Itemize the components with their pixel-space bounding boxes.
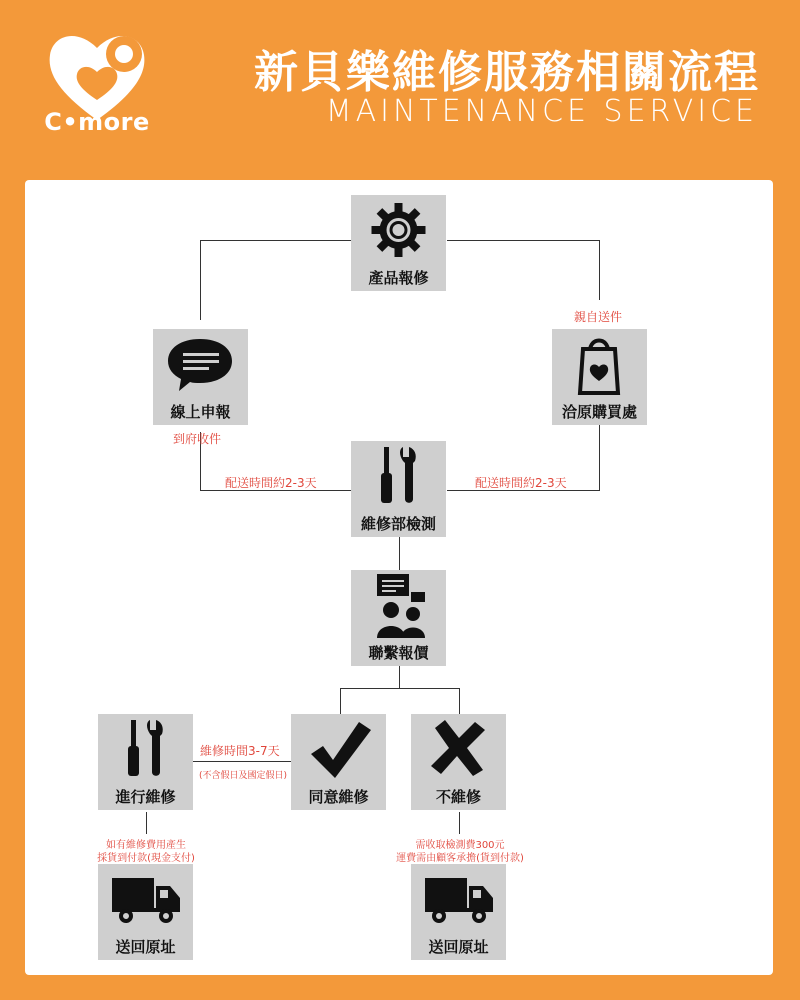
step-label: 進行維修 bbox=[115, 788, 176, 806]
step-return-right bbox=[411, 864, 506, 960]
note-repair-time: 維修時間3-7天 bbox=[200, 744, 280, 758]
step-label: 送回原址 bbox=[428, 938, 489, 956]
page-title: 新貝樂維修服務相關流程 bbox=[254, 47, 760, 98]
delivery-truck-icon bbox=[411, 864, 506, 932]
step-inspection bbox=[351, 441, 446, 537]
note-inspection-fee-line1: 需收取檢測費300元 bbox=[415, 840, 505, 851]
screwdriver-wrench-icon bbox=[351, 441, 446, 509]
step-label: 洽原購買處 bbox=[561, 403, 637, 421]
step-online-report bbox=[153, 329, 248, 425]
step-label: 聯繫報價 bbox=[368, 644, 429, 662]
consultation-icon bbox=[351, 570, 446, 638]
step-original-store bbox=[552, 329, 647, 425]
step-label: 不維修 bbox=[435, 788, 481, 806]
screwdriver-wrench-icon bbox=[98, 714, 193, 782]
page-subtitle: MAINTENANCE SERVICE bbox=[325, 94, 758, 129]
step-agree-repair bbox=[291, 714, 386, 810]
gear-icon bbox=[351, 195, 446, 263]
note-home-pickup: 到府收件 bbox=[173, 432, 222, 446]
delivery-truck-icon bbox=[98, 864, 193, 932]
note-inspection-fee-line2: 運費需由顧客承擔(貨到付款) bbox=[396, 853, 524, 864]
step-label: 線上申報 bbox=[170, 403, 231, 421]
note-self-delivery: 親自送件 bbox=[574, 310, 623, 324]
note-shipping-time-right: 配送時間約2-3天 bbox=[475, 476, 567, 490]
step-perform-repair bbox=[98, 714, 193, 810]
step-decline-repair bbox=[411, 714, 506, 810]
step-label: 維修部檢測 bbox=[360, 515, 436, 533]
note-shipping-time-left: 配送時間約2-3天 bbox=[225, 476, 317, 490]
note-repair-fee-line2: 採貨到付款(現金支付) bbox=[97, 853, 195, 864]
header bbox=[0, 0, 800, 180]
step-return-left bbox=[98, 864, 193, 960]
step-label: 送回原址 bbox=[115, 938, 176, 956]
brand-logo-text: C•more bbox=[44, 108, 150, 136]
shopping-bag-icon bbox=[552, 329, 647, 397]
step-contact-quote bbox=[351, 570, 446, 666]
checkmark-icon bbox=[291, 714, 386, 782]
speech-bubble-icon bbox=[153, 329, 248, 397]
step-product-report bbox=[351, 195, 446, 291]
cross-icon bbox=[411, 714, 506, 782]
note-repair-fee-line1: 如有維修費用產生 bbox=[106, 840, 186, 851]
step-label: 產品報修 bbox=[368, 269, 429, 287]
step-label: 同意維修 bbox=[308, 788, 369, 806]
note-repair-time-exclusion: (不含假日及國定假日) bbox=[199, 771, 288, 781]
